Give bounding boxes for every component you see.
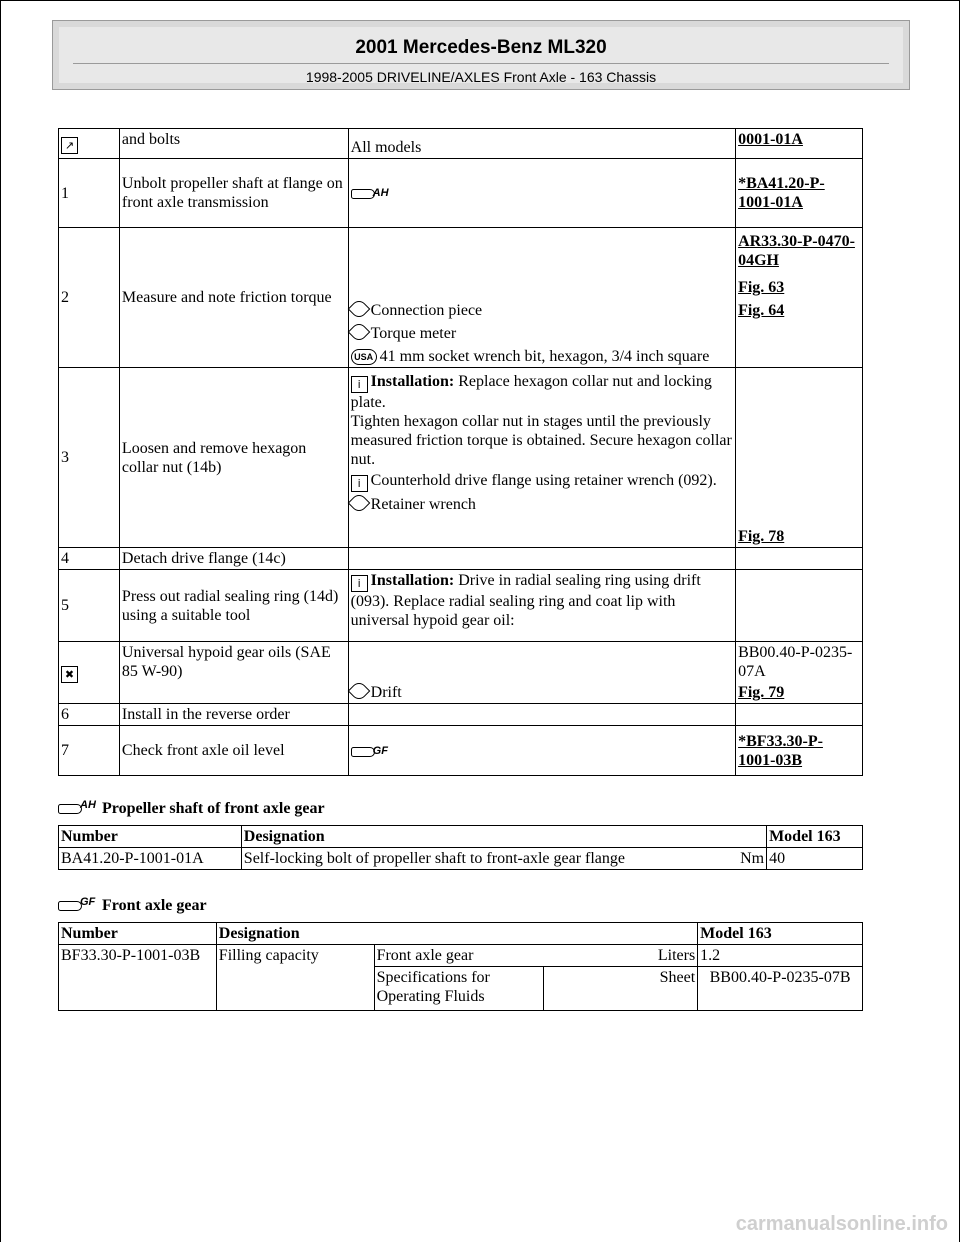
figure-link[interactable]: Fig. 63 (738, 279, 785, 296)
step-number: 4 (59, 548, 120, 570)
step-action: and bolts (119, 129, 348, 159)
doc-link[interactable]: AR33.30-P-0470-04GH (738, 233, 855, 269)
figure-link[interactable]: Fig. 78 (738, 528, 785, 545)
tool-name: Connection piece (370, 302, 483, 319)
table-row (59, 228, 863, 368)
vehicle-title: 2001 Mercedes-Benz ML320 (355, 37, 607, 58)
table-row (59, 570, 863, 642)
step-action: Loosen and remove hexagon collar nut (14b) (119, 368, 348, 548)
step-icon-cell (59, 129, 120, 159)
figure-link[interactable]: Fig. 79 (738, 684, 785, 701)
step-detail: All models (348, 129, 735, 159)
step-detail (348, 642, 735, 704)
note-label: Installation: (370, 373, 455, 390)
step-number: 3 (59, 368, 120, 548)
step-number: 5 (59, 570, 120, 642)
table-row (59, 548, 863, 570)
table-row (59, 848, 863, 870)
caption-text: Front axle gear (102, 897, 207, 914)
table-row (59, 945, 863, 967)
doc-link[interactable]: 0001-01A (738, 131, 803, 148)
watermark: carmanualsonline.info (735, 1213, 948, 1235)
step-detail (348, 726, 735, 776)
spec-number: BA41.20-P-1001-01A (59, 848, 242, 870)
tool-icon (347, 492, 370, 515)
tool-icon (347, 321, 370, 344)
step-action: Check front axle oil level (119, 726, 348, 776)
oil-icon: ✖ (61, 666, 78, 683)
spec-value: 1.2 (698, 945, 863, 967)
step-action: Universal hypoid gear oils (SAE 85 W-90) (119, 642, 348, 704)
note-label: Installation: (370, 572, 455, 589)
section-subtitle: 1998-2005 DRIVELINE/AXLES Front Axle - 163 Chassis (305, 69, 657, 85)
spec-table-gf (58, 922, 863, 1011)
note-text: Tighten hexagon collar nut in stages until the previously measured friction torque is obtained. Secure hexagon collar nut. (350, 413, 732, 468)
step-detail (348, 228, 735, 368)
pointing-hand-icon: AH (58, 798, 98, 816)
column-header: Model 163 (698, 923, 863, 945)
table-row (59, 129, 863, 159)
caption-text: Propeller shaft of front axle gear (102, 800, 325, 817)
wrench-icon: ↗ (61, 137, 78, 154)
usa-icon: USA (351, 349, 377, 365)
step-action: Detach drive flange (14c) (119, 548, 348, 570)
empty-cell (736, 548, 863, 570)
step-number: 6 (59, 704, 120, 726)
empty-cell (348, 548, 735, 570)
spec-unit: Liters (657, 947, 696, 964)
figure-link[interactable]: Fig. 64 (738, 302, 785, 319)
doc-ref: BB00.40-P-0235-07A (738, 644, 853, 680)
column-header: Designation (216, 923, 697, 945)
spec-sub-label: Front axle gear Liters (374, 945, 698, 967)
tool-name: 41 mm socket wrench bit, hexagon, 3/4 inch square (379, 348, 710, 365)
doc-link[interactable]: *BF33.30-P-1001-03B (738, 732, 823, 769)
table-row (59, 726, 863, 776)
empty-cell (736, 704, 863, 726)
note-icon: i (351, 475, 368, 492)
column-header: Model 163 (767, 826, 863, 848)
tool-name: Torque meter (370, 325, 457, 342)
header-panel (59, 27, 903, 83)
tool-name: Retainer wrench (370, 496, 476, 513)
column-header: Designation (241, 826, 766, 848)
note-text: Replace hexagon collar nut and locking plate. (350, 373, 712, 411)
column-header: Number (59, 923, 217, 945)
spec-number: BF33.30-P-1001-03B (59, 945, 217, 1011)
tool-name: Drift (370, 684, 402, 701)
empty-cell (348, 704, 735, 726)
step-number: 1 (59, 159, 120, 228)
step-action: Measure and note friction torque (119, 228, 348, 368)
pointing-hand-icon: GF (58, 895, 98, 913)
step-action: Install in the reverse order (119, 704, 348, 726)
pointing-hand-icon: GF (351, 741, 391, 759)
step-detail (348, 570, 735, 642)
pointing-hand-icon: AH (351, 183, 391, 201)
table-row (59, 368, 863, 548)
table-row (59, 704, 863, 726)
spec-value: 40 (767, 848, 863, 870)
spec-table-ah (58, 825, 863, 870)
table-row (59, 159, 863, 228)
step-detail (348, 159, 735, 228)
table-header-row (59, 923, 863, 945)
table-header-row (59, 826, 863, 848)
spec-sub-label: Specifications for Operating Fluids (374, 967, 544, 1011)
spec-unit: Sheet (544, 967, 698, 1011)
table-caption-ah (58, 798, 325, 818)
step-number: 7 (59, 726, 120, 776)
step-detail (348, 368, 735, 548)
step-action: Unbolt propeller shaft at flange on front axle transmission (119, 159, 348, 228)
column-header: Number (59, 826, 242, 848)
step-icon-cell (59, 642, 120, 704)
tool-icon (347, 680, 370, 703)
empty-cell (736, 570, 863, 642)
procedure-table (58, 128, 863, 776)
table-row (59, 642, 863, 704)
doc-link[interactable]: *BA41.20-P-1001-01A (738, 175, 825, 211)
spec-value: BB00.40-P-0235-07B (698, 967, 863, 1011)
spec-designation: Filling capacity (216, 945, 374, 1011)
note-text: Drive in radial sealing ring using drift (093). Replace radial sealing ring and coat lip with universal hypoid gear oil: (350, 572, 701, 629)
note-icon: i (351, 376, 368, 393)
tool-icon (347, 298, 370, 321)
spec-designation: Self-locking bolt of propeller shaft to front-axle gear flange Nm (241, 848, 766, 870)
step-number: 2 (59, 228, 120, 368)
note-text: Counterhold drive flange using retainer wrench (092). (370, 472, 717, 489)
step-action: Press out radial sealing ring (14d) using a suitable tool (119, 570, 348, 642)
header-divider (73, 63, 889, 64)
note-icon: i (351, 575, 368, 592)
spec-unit: Nm (740, 850, 765, 867)
table-caption-gf (58, 895, 207, 915)
page-header (52, 20, 910, 90)
